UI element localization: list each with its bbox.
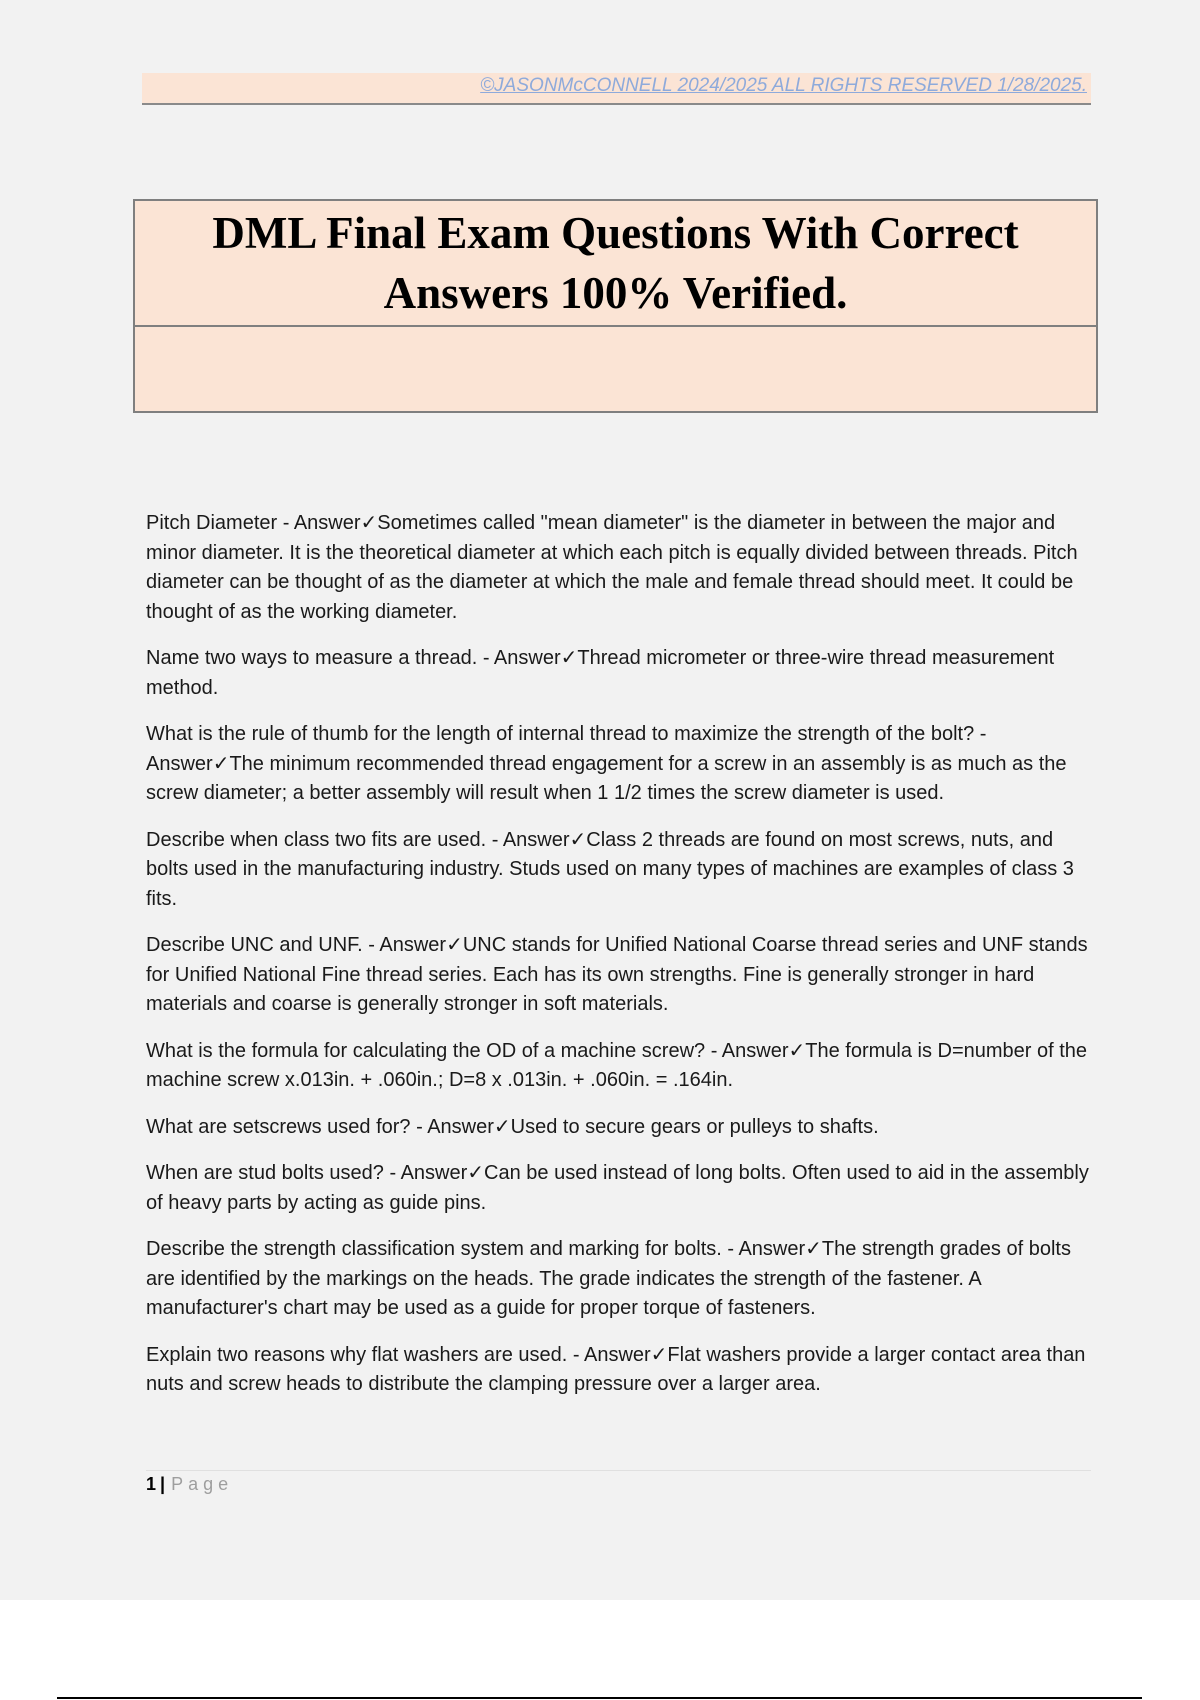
document-title — [192, 203, 1038, 323]
title-line-2: Answers 100% Verified. — [383, 268, 848, 318]
qa-item: When are stud bolts used? - Answer✓Can be used instead of long bolts. Often used to aid in the assembly of heavy parts by acting as guide pins. — [146, 1162, 1089, 1214]
qa-item: Describe UNC and UNF. - Answer✓UNC stands for Unified National Coarse thread series and UNF stands for Unified National Fine thread series. Each has its own strengths. Fine is generally stronger in hard materials and coarse is generally stronger in soft materials. — [146, 934, 1088, 1015]
title-table — [133, 199, 1098, 413]
page-label: Page — [171, 1474, 234, 1494]
qa-item: What is the formula for calculating the OD of a machine screw? - Answer✓The formula is D=number of the machine screw x.013in. + .060in.; D=8 x .013in. + .060in. = .164in. — [146, 1039, 1088, 1091]
page-header — [142, 73, 1091, 105]
qa-item: Pitch Diameter - Answer✓Sometimes called "mean diameter" is the diameter in between the major and minor diameter. It is the theoretical diameter at which each pitch is equally divided between threads. Pitch diameter can be thought of as the diameter at which the male and female thread should meet. It could be thought of as the working diameter. — [146, 512, 1078, 623]
qa-item: What is the rule of thumb for the length of internal thread to maximize the strength of the bolt? - Answer✓The minimum recommended thread engagement for a screw in an assembly is as much as the screw diameter; a better assembly will result when 1 1/2 times the screw diameter is used. — [146, 723, 1067, 804]
qa-item: Describe the strength classification system and marking for bolts. - Answer✓The strength grades of bolts are identified by the markings on the heads. The grade indicates the strength of the fastener. A manufacturer's chart may be used as a guide for proper torque of fasteners. — [146, 1238, 1071, 1319]
footer-divider — [146, 1470, 1091, 1471]
copyright-notice: ©JASONMcCONNELL 2024/2025 ALL RIGHTS RESERVED 1/28/2025. — [480, 75, 1087, 96]
qa-list — [146, 509, 1091, 1417]
qa-item: Name two ways to measure a thread. - Answer✓Thread micrometer or three-wire thread measurement method. — [146, 647, 1055, 699]
page-footer — [146, 1474, 233, 1495]
footer-separator: | — [160, 1474, 166, 1494]
qa-item: Describe when class two fits are used. - Answer✓Class 2 threads are found on most screws, nuts, and bolts used in the manufacturing industry. Studs used on many types of machines are examples of class 3 fits. — [146, 828, 1074, 910]
qa-item: What are setscrews used for? - Answer✓Used to secure gears or pulleys to shafts. — [146, 1115, 879, 1138]
qa-item: Explain two reasons why flat washers are used. - Answer✓Flat washers provide a larger contact area than nuts and screw heads to distribute the clamping pressure over a larger area. — [146, 1343, 1086, 1395]
title-cell — [135, 201, 1096, 327]
bottom-divider — [57, 1697, 1142, 1699]
page-number: 1 — [146, 1474, 157, 1494]
title-line-1: DML Final Exam Questions With Correct — [212, 208, 1019, 258]
